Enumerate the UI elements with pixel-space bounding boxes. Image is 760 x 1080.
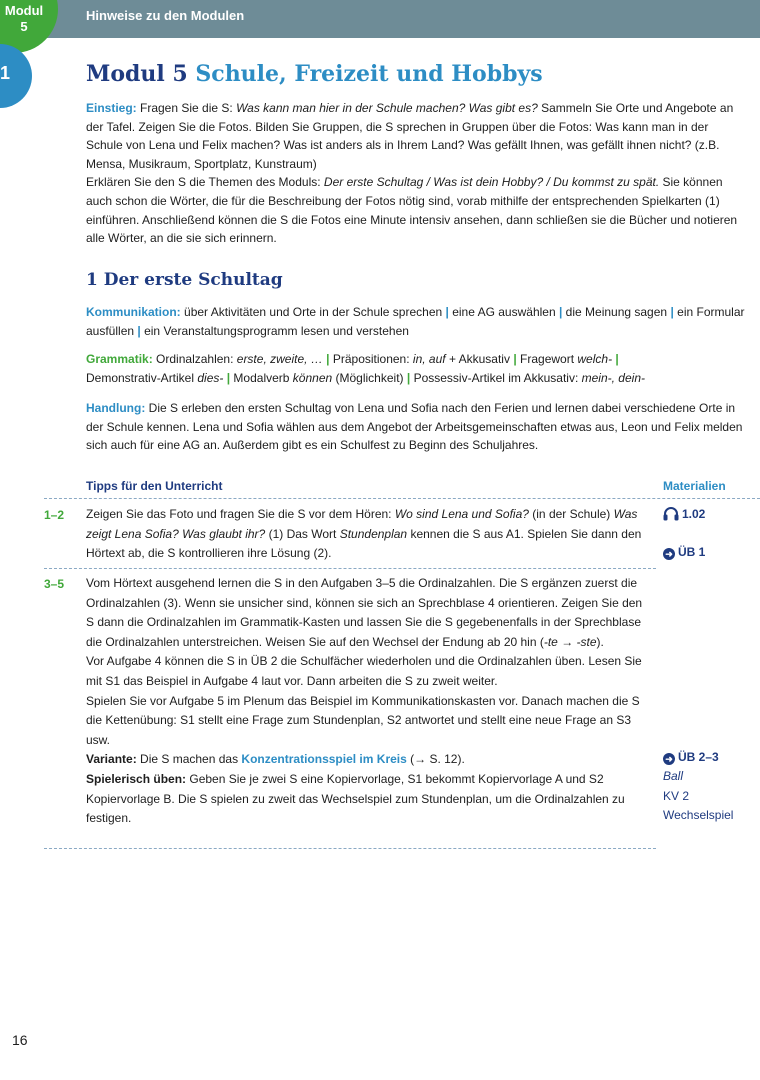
handlung-label: Handlung: (86, 401, 146, 415)
row-text: (→ S. 12). (406, 752, 465, 767)
grammatik-label: Grammatik: (86, 352, 153, 366)
konzentrationsspiel-link[interactable]: Konzentrationsspiel im Kreis (241, 752, 407, 767)
table-header-divider (44, 498, 760, 499)
einstieg-text-2: Sammeln Sie Orte und Angebote an der Tafel. Zeigen Sie die Fotos. Bilden Sie Gruppen, die S sprechen in Gruppen über die Fotos: Was kann man in der Schule von Lena und Felix machen? Was ist anders als in Ihrem Land? Was gefällt Ihnen, was gefällt ihnen nicht? (z.B. Mensa, Musikraum, Sportplatz, Kunstraum) (86, 101, 734, 171)
grammatik-item: + Akkusativ (445, 352, 510, 366)
grammatik-item: (Möglichkeit) (332, 370, 404, 385)
einstieg-themes: Der erste Schultag / Was ist dein Hobby? / Du kommst zu spät. (323, 175, 660, 190)
material-ub[interactable] (663, 545, 705, 560)
ub-reference: ÜB 2–3 (678, 750, 719, 764)
grammatik-example: dies- (197, 370, 224, 385)
handlung-text: Die S erleben den ersten Schultag von Lena und Sofia nach den Ferien und lernen dabei verschiedene Orte in der Schule kennen. Lena und Sofia wählen aus dem Angebot der Arbeitsgemeinschaften etwas aus, Leon und Felix melden sich auch für eine AG an. Außerdem gibt es ein Schulfest zu Beginn des Schuljahres. (86, 401, 743, 453)
grammatik-example: in, auf (412, 352, 446, 366)
einstieg-paragraph (86, 99, 746, 248)
kommunikation-item: ein Veranstaltungsprogramm lesen und verstehen (144, 323, 409, 338)
modul-number: Modul 5 (86, 61, 188, 87)
chapter-tab-number: 1 (0, 63, 11, 83)
grammatik-paragraph: Grammatik: Ordinalzahlen: erste, zweite, … | Präpositionen: in, auf + Akkusativ | Fragewort welch- | Demonstrativ-Artikel dies- | Modalverb können (Möglichkeit) | Possessiv-Artikel im Akkusativ: mein-, dein- (86, 352, 645, 385)
row-text: Zeigen Sie das Foto und fragen Sie die S vor dem Hören: (86, 507, 395, 521)
modul-tab-word: Modul (4, 3, 44, 18)
row-text: → (557, 634, 577, 649)
kommunikation-item: ein Formular ausfüllen (86, 305, 745, 338)
row-text: (in der Schule) (528, 507, 614, 521)
audio-track: 1.02 (682, 507, 706, 521)
row-text: ). (596, 634, 604, 649)
ub-reference: ÜB 1 (678, 545, 706, 559)
row-number: 1–2 (44, 508, 65, 522)
grammatik-item: Präpositionen: (332, 352, 413, 366)
row-divider (44, 848, 656, 849)
arrow-right-icon: ➜ (663, 753, 675, 765)
material-audio[interactable] (663, 506, 705, 521)
row-question: Wo sind Lena und Sofia? (394, 507, 529, 521)
material-ball: Ball (663, 769, 684, 783)
lesson-heading: 1 Der erste Schultag (86, 270, 283, 290)
row-text: Spielen Sie vor Aufgabe 5 im Plenum das Beispiel im Kommunikationskasten vor. Danach machen die S die Kettenübung: S1 stellt eine Frage zum Stundenplan, S2 antwortet und stellt eine neue Frage an S3 usw. (86, 693, 640, 747)
einstieg-text-3: Erklären Sie den S die Themen des Moduls: (86, 175, 324, 190)
variante-label: Variante: (86, 752, 137, 767)
row-text: kennen die S aus A1. Spielen Sie dann den Hörtext ab, die S kontrollieren ihre Lösung (2). (86, 526, 642, 561)
row-question: Was zeigt Lena Sofia? Was glaubt ihr? (86, 507, 638, 541)
material-wechselspiel: Wechselspiel (663, 808, 734, 822)
einstieg-text: Fragen Sie die S: (136, 101, 237, 115)
grammatik-example: können (292, 370, 333, 385)
kommunikation-item: die Meinung sagen (565, 305, 668, 319)
kommunikation-item: über Aktivitäten und Orte in der Schule sprechen (184, 305, 443, 319)
modul-tab-label (0, 3, 48, 35)
modul-heading (86, 61, 543, 87)
material-ub[interactable] (663, 750, 719, 765)
row-text: Vom Hörtext ausgehend lernen die S in den Aufgaben 3–5 die Ordinalzahlen. Die S ergänzen zuerst die Ordinalzahlen (3). Wenn sie unsicher sind, können sie sich an Sprechblase 4 orientieren. Zeigen Sie den S dann die Ordinalzahlen im Grammatik-Kasten und lassen Sie die S gegebenenfalls in der Sprechblase die Ordinalzahlen unterstreichen. Weisen Sie auf den Wechsel der Endung ab 20 hin ( (86, 576, 643, 649)
page-number: 16 (12, 1032, 28, 1048)
row-number: 3–5 (44, 577, 65, 591)
grammatik-example: mein-, dein- (581, 370, 645, 385)
row-ending: -te (543, 634, 558, 649)
modul-title: Schule, Freizeit und Hobbys (195, 61, 543, 87)
column-header-materialien: Materialien (663, 479, 726, 493)
einstieg-text-4: Sie können auch schon die Wörter, die für die Beschreibung der Fotos nötig sind, vorab mithilfe der entsprechenden Spielkarten (1) einführen. Anschließend können die S die Fotos eine Minute intensiv ansehen, dann schließen sie die Bücher und notieren alle Wörter, an die sie sich erinnern. (86, 175, 738, 246)
header-title: Hinweise zu den Modulen (86, 8, 245, 23)
table-row (86, 574, 652, 829)
spielerisch-label: Spielerisch üben: (86, 771, 187, 786)
einstieg-label: Einstieg: (86, 101, 137, 115)
grammatik-item: Ordinalzahlen: (156, 352, 237, 366)
grammatik-item: Fragewort (520, 352, 578, 366)
handlung-paragraph (86, 399, 746, 455)
table-row (86, 505, 652, 564)
row-term: Stundenplan (339, 526, 408, 541)
row-ending: -ste (576, 634, 597, 649)
row-divider (44, 568, 656, 569)
headphones-icon (663, 506, 679, 521)
row-text: Die S machen das (136, 752, 242, 767)
grammatik-item: Modalverb (233, 370, 293, 385)
row-text: (1) Das Wort (265, 526, 340, 541)
column-header-tipps: Tipps für den Unterricht (86, 479, 223, 493)
einstieg-question: Was kann man hier in der Schule machen? Was gibt es? (236, 101, 538, 115)
row-text: Vor Aufgabe 4 können die S in ÜB 2 die Schulfächer wiederholen und die Ordinalzahlen üben. Lesen Sie mit S1 das Beispiel in Aufgabe 4 laut vor. Dann arbeiten die S zu zweit weiter. (86, 654, 642, 688)
header-band (0, 0, 760, 38)
grammatik-example: welch- (577, 352, 613, 366)
kommunikation-label: Kommunikation: (86, 305, 181, 319)
material-kv: KV 2 (663, 789, 690, 803)
grammatik-item: Demonstrativ-Artikel (86, 370, 198, 385)
arrow-right-icon: ➜ (663, 548, 675, 560)
kommunikation-paragraph: Kommunikation: über Aktivitäten und Orte in der Schule sprechen | eine AG auswählen | die Meinung sagen | ein Formular ausfüllen | ein Veranstaltungsprogramm lesen und verstehen (86, 305, 745, 338)
row-text: Geben Sie je zwei S eine Kopiervorlage, S1 bekommt Kopiervorlage A und S2 Kopiervorlage B. Die S spielen zu zweit das Wechselspiel zum Stundenplan, um die Ordinalzahlen zu festigen. (86, 771, 625, 826)
kommunikation-item: eine AG auswählen (452, 305, 556, 319)
grammatik-example: erste, zweite, … (236, 352, 323, 366)
grammatik-item: Possessiv-Artikel im Akkusativ: (413, 370, 582, 385)
modul-tab-number: 5 (20, 19, 28, 34)
